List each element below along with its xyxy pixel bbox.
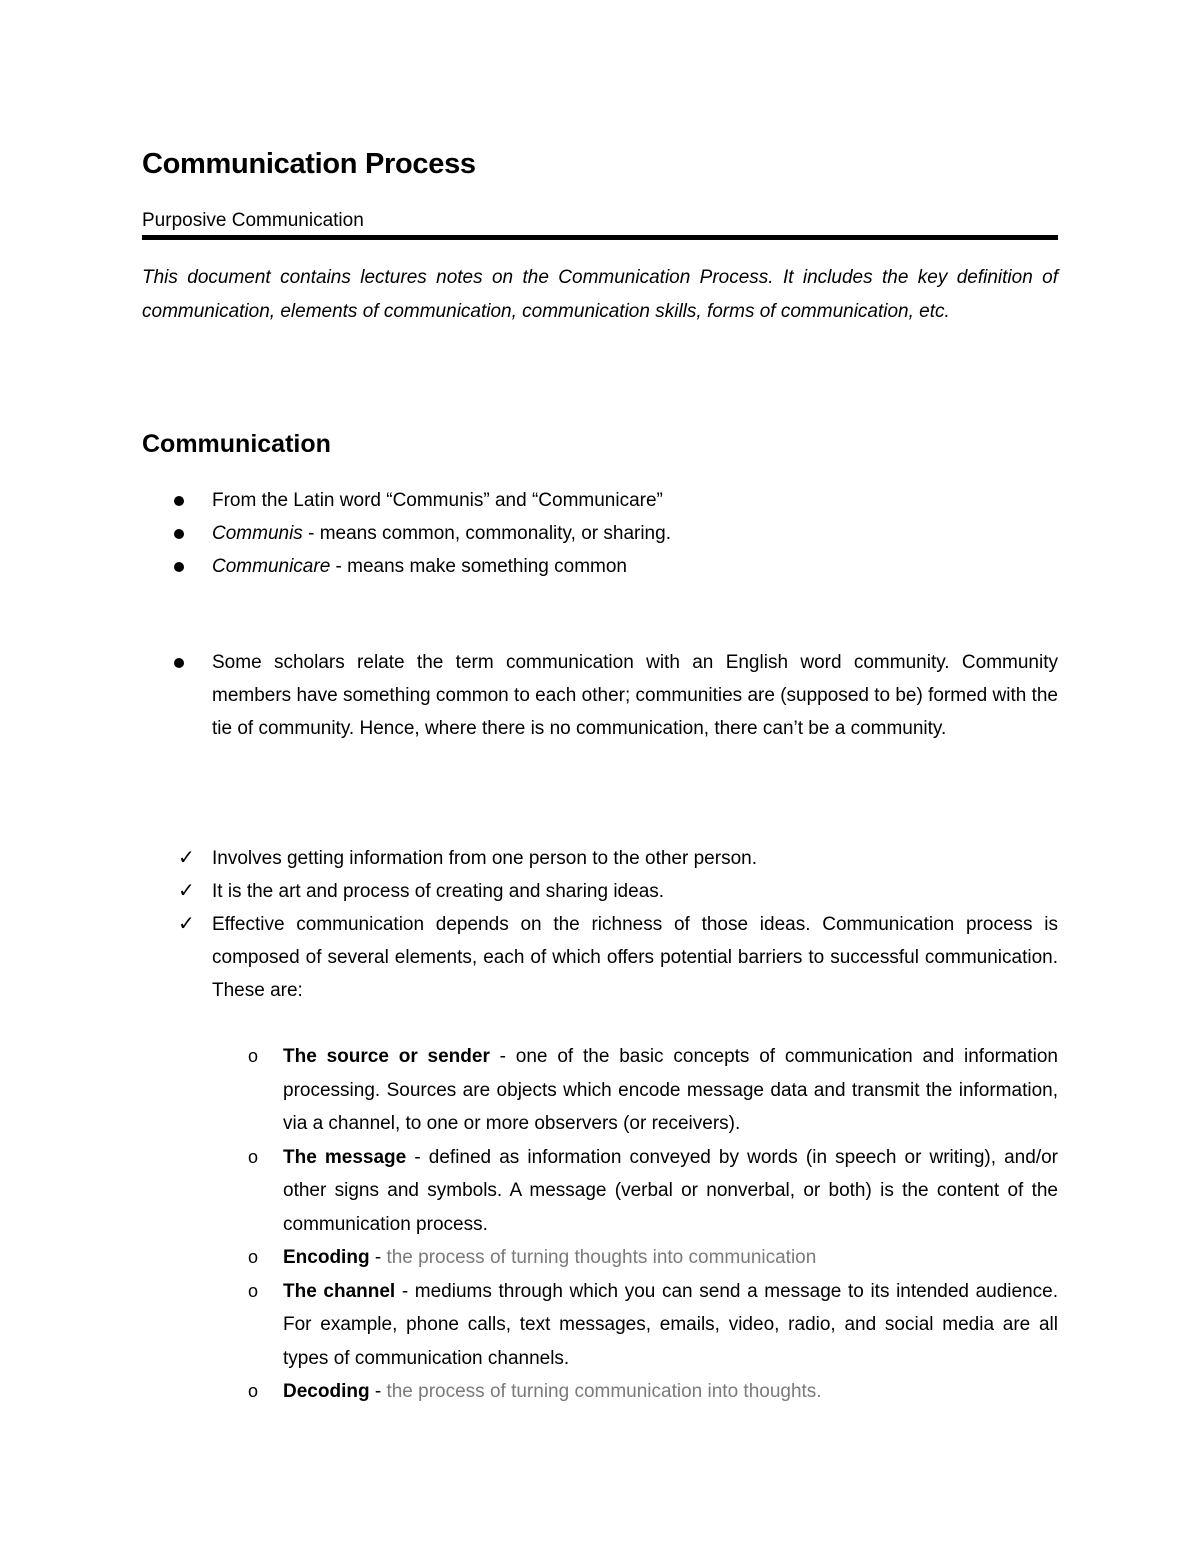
list-item-text: Involves getting information from one person to the other person. — [212, 848, 757, 869]
circle-bullet-icon: o — [248, 1247, 259, 1267]
list-item — [142, 842, 1058, 875]
title-rule — [142, 235, 1058, 240]
list-item-text: It is the art and process of creating and sharing ideas. — [212, 881, 665, 902]
document-abstract: This document contains lectures notes on the Communication Process. It includes the key definition of communication, elements of communication, communication skills, forms of communication, etc. — [142, 267, 1058, 322]
list-item-text: Some scholars relate the term communication with an English word community. Community members have something common to each other; communities are (supposed to be) formed with the tie of community. Hence, where there is no communication, there can’t be a community. — [212, 652, 1058, 739]
circle-bullet-icon: o — [248, 1381, 259, 1401]
element-term: The source or sender — [283, 1046, 490, 1067]
list-item — [142, 646, 1058, 745]
list-item-text: - means make something common — [330, 556, 627, 577]
list-item — [142, 1040, 1058, 1141]
list-item-text: From the Latin word “Communis” and “Communicare” — [212, 490, 663, 511]
checkmark-icon: ✓ — [178, 913, 195, 935]
list-item — [142, 875, 1058, 908]
community-list — [142, 646, 1058, 745]
element-sep: - — [369, 1381, 387, 1402]
list-item — [142, 517, 1058, 550]
list-item-text: Effective communication depends on the richness of those ideas. Communication process is composed of several elements, each of which offers potential barriers to successful communication. These are: — [212, 914, 1058, 1001]
circle-bullet-icon: o — [248, 1046, 259, 1066]
element-desc: the process of turning communication into thoughts. — [386, 1381, 822, 1402]
element-term: The message — [283, 1146, 407, 1168]
document-title: Communication Process — [142, 148, 476, 180]
list-item — [142, 908, 1058, 1007]
element-sep: - — [369, 1247, 387, 1268]
list-item — [142, 1241, 1058, 1275]
check-list — [142, 842, 1058, 1007]
elements-list — [142, 1040, 1058, 1409]
section-heading: Communication — [142, 430, 331, 458]
etymology-list — [142, 484, 1058, 583]
element-desc: - mediums through which you can send a message to its intended audience. For example, phone calls, text messages, emails, video, radio, and social media are all types of communication channels. — [283, 1280, 1058, 1369]
list-item — [142, 484, 1058, 517]
list-item-term: Communis — [212, 523, 303, 544]
document-subtitle: Purposive Communication — [142, 210, 364, 231]
element-term: Decoding — [283, 1381, 370, 1402]
element-desc: - defined as information conveyed by words (in speech or writing), and/or other signs and symbols. A message (verbal or nonverbal, or both) is the content of the communication process. — [283, 1146, 1058, 1235]
list-item — [142, 1275, 1058, 1376]
circle-bullet-icon: o — [248, 1146, 259, 1167]
list-item — [142, 1141, 1058, 1242]
list-item-term: Communicare — [212, 556, 331, 577]
list-item-text: - means common, commonality, or sharing. — [302, 523, 671, 544]
element-term: Encoding — [283, 1247, 370, 1268]
list-item — [142, 1375, 1058, 1409]
element-desc: - one of the basic concepts of communication and information processing. Sources are objects which encode message data and transmit the information, via a channel, to one or more observers (or receivers). — [283, 1046, 1058, 1134]
checkmark-icon: ✓ — [178, 847, 195, 869]
circle-bullet-icon: o — [248, 1280, 259, 1301]
list-item — [142, 550, 1058, 583]
element-desc: the process of turning thoughts into communication — [386, 1247, 817, 1268]
checkmark-icon: ✓ — [178, 880, 195, 902]
element-term: The channel — [283, 1280, 396, 1302]
